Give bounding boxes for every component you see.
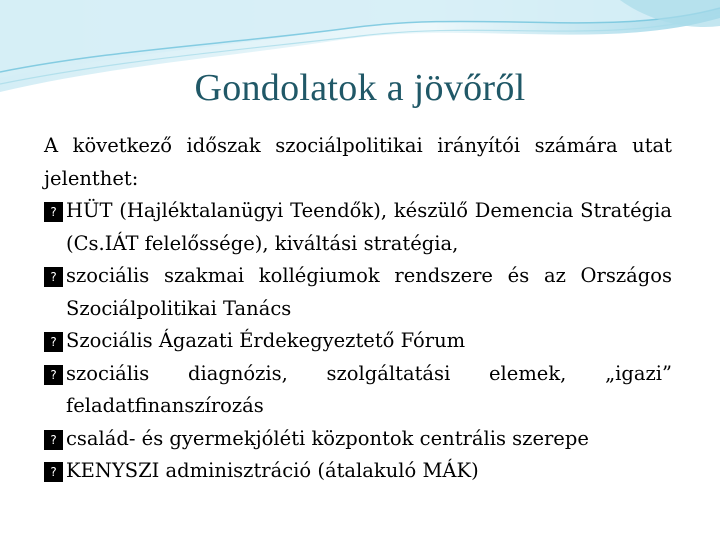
missing-glyph-bullet-icon: ? <box>44 462 63 482</box>
intro-text: A következő időszak szociálpolitikai irányítói számára utat jelenthet: <box>44 134 672 190</box>
bullet-text: Szociális Ágazati Érdekegyeztető Fórum <box>66 329 466 352</box>
missing-glyph-bullet-icon: ? <box>44 202 63 222</box>
bullet-text: család- és gyermekjóléti központok centrális szerepe <box>66 426 589 450</box>
list-item <box>44 358 672 423</box>
slide-body <box>44 130 672 488</box>
missing-glyph-bullet-icon: ? <box>44 430 63 450</box>
list-item <box>44 423 672 456</box>
missing-glyph-bullet-icon: ? <box>44 267 63 287</box>
bullet-list <box>44 195 672 488</box>
missing-glyph-bullet-icon: ? <box>44 365 63 385</box>
bullet-text: szociális szakmai kollégiumok rendszere és az Országos Szociálpolitikai Tanács <box>66 264 672 320</box>
list-item <box>44 325 672 358</box>
missing-glyph-bullet-icon: ? <box>44 332 63 352</box>
bullet-text: HÜT (Hajléktalanügyi Teendők), készülő Demencia Stratégia (Cs.IÁT felelőssége), kiváltási stratégia, <box>66 199 672 255</box>
list-item <box>44 195 672 260</box>
list-item <box>44 260 672 325</box>
list-item <box>44 455 672 488</box>
bullet-text: KENYSZI adminisztráció (átalakuló MÁK) <box>66 459 479 482</box>
bullet-text: szociális diagnózis, szolgáltatási elemek, „igazi” feladatfinanszírozás <box>66 361 672 417</box>
slide-title: Gondolatok a jövőről <box>194 67 526 109</box>
